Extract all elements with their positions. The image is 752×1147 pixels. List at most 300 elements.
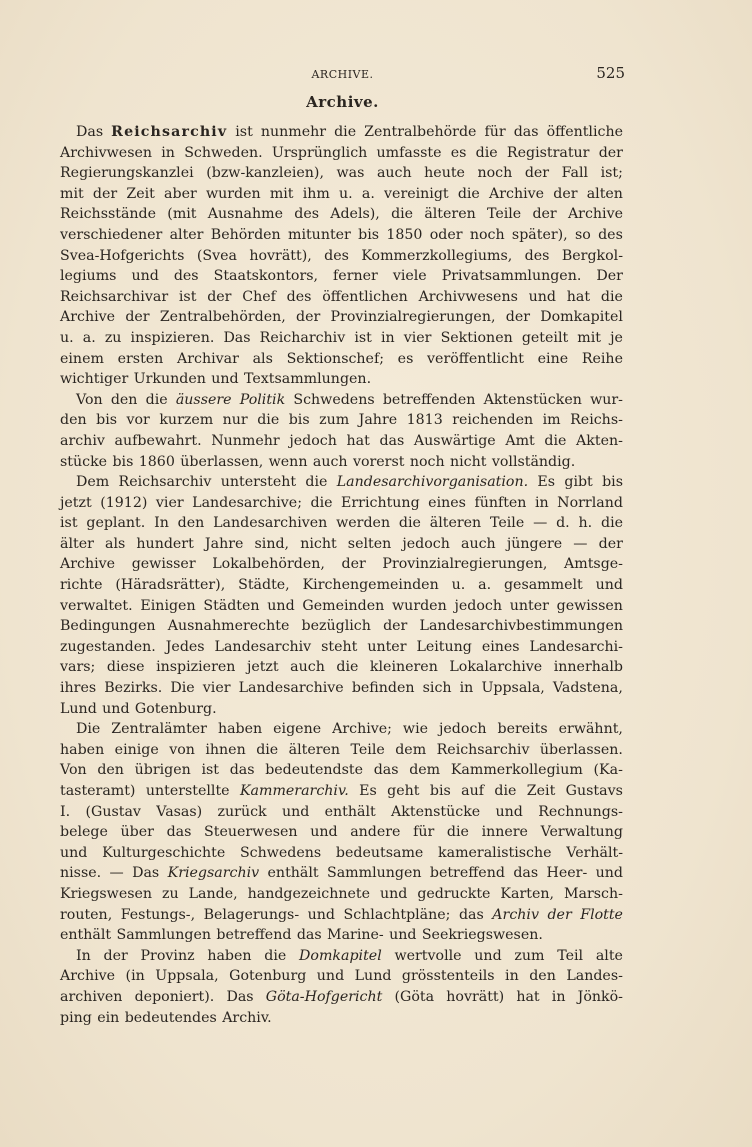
word: wichtiger [60,371,129,388]
word: wie [402,721,428,738]
word: der [598,535,623,552]
word: Uppsala, [481,680,545,697]
word: Reichsstände [60,206,157,223]
text-line [60,575,623,596]
word: d. [556,515,570,532]
word: auf [461,783,485,799]
word: Jahre [358,412,398,429]
word: Landesarchiven [213,515,328,532]
word: das [296,927,322,944]
word: umfasste [376,144,442,161]
word: jedoch [438,721,487,738]
word: a. [361,185,375,202]
word: den [177,515,205,532]
word: Bergkol- [561,247,623,264]
word: jedoch [402,535,450,552]
word: ping [60,1009,92,1026]
word: bis [288,412,310,429]
word: Marsch- [563,885,623,902]
word: andere [350,824,401,841]
word: älteren [288,741,341,758]
word: Kriegsarchiv [167,865,260,882]
word: innerhalb [553,659,623,676]
text-line [60,266,623,287]
text-line [60,493,623,514]
word: zu [104,329,122,346]
word: Archive [60,309,116,326]
word: eines [481,638,520,655]
word: des [294,206,319,223]
word: das [166,824,192,841]
word: auch [376,165,412,182]
word: als [252,350,273,367]
word: Marine- [327,927,384,944]
word: und [316,968,345,985]
word: und [595,865,623,882]
word: die [600,515,623,532]
text-line [60,184,623,205]
text-line [60,905,623,926]
text-line [60,802,623,823]
word: ist [178,288,197,305]
word: unter [509,597,549,614]
word: jüngere [506,535,563,552]
word: Flotte [580,906,623,923]
word: der [532,206,557,223]
word: der [383,618,408,635]
word: Kommerzkollegiums, [361,247,513,264]
word: Privatsammlungen. [441,268,582,285]
word: hovrätt) [446,988,505,1005]
word: vier [155,494,184,511]
text-line [60,719,623,740]
word: Jahre [204,535,244,552]
word: älter [60,535,94,552]
word: den [97,762,124,779]
word: die [305,474,328,491]
word: Domkapitel [540,309,623,326]
word: und [211,371,239,388]
word: die [336,659,359,676]
word: Kirchengemeinden [302,577,439,594]
word: jedoch [454,597,502,614]
word: des [324,247,349,264]
text-line [60,596,623,617]
word: verwaltet. [60,597,133,614]
word: die [334,124,357,140]
word: eine [537,350,569,367]
text-line [60,534,623,555]
word: und [131,268,159,285]
word: Reihe [581,350,623,367]
word: Gustavs [565,783,623,799]
word: Bezirks. [104,680,163,697]
word: archiv [60,432,105,449]
text-line [60,987,623,1008]
word: Teil [557,947,584,964]
word: das [513,124,539,140]
word: alten [586,185,623,202]
word: den [110,391,138,408]
word: u. [60,329,74,346]
word: Sammlungen [326,865,422,882]
word: jetzt [246,659,279,676]
word: — [533,515,548,532]
word: gedruckte [417,885,491,902]
word: Zeit [526,783,556,799]
page-number: 525 [596,64,625,82]
word: bis [602,474,623,491]
word: Archive [567,206,623,223]
word: aber [164,185,197,202]
word: äussere [175,391,232,408]
word: diese [106,659,145,676]
word: als [105,535,126,552]
word: zugestanden. [60,638,156,655]
word: Zentralbehörde [364,124,477,140]
word: Vasas) [156,803,203,820]
word: innere [481,824,528,841]
word: ist [201,762,219,779]
text-line [60,472,623,493]
word: der [92,185,118,202]
word: Nunmehr [211,432,280,449]
word: Von [60,762,87,779]
word: Schwedens [293,391,375,408]
word: dem [409,762,441,779]
word: der [505,309,530,326]
word: vier [403,329,432,346]
word: ein [97,1009,120,1026]
word: Zentralämter [111,721,207,738]
word: heute [424,165,465,182]
text-line [60,740,623,761]
word: die [256,741,279,758]
word: bedeutendste [265,762,363,779]
word: Chef [242,288,276,305]
word: Schwedens [239,844,322,861]
word: — [573,535,588,552]
word: Textsammlungen. [244,371,372,388]
body-text [60,122,623,1028]
word: die [457,185,480,202]
word: Gemeinden [302,597,385,614]
word: ist [354,329,372,346]
text-line [60,657,623,678]
text-line [60,822,623,843]
word: der [296,309,321,326]
word: den [529,968,556,985]
word: routen, [60,906,113,923]
word: Landesarchive; [192,494,302,511]
word: Staatskontors, [213,268,319,285]
word: und [389,927,417,944]
word: ihm [302,185,330,202]
word: belege [60,824,108,841]
word: Landesarchivorganisation. [336,474,529,491]
word: Städten [203,597,260,614]
text-line [60,287,623,308]
text-line [60,699,623,720]
word: Sammlungen [116,927,211,944]
word: Reichsarchivar [60,288,169,305]
word: Die [170,680,195,697]
word: 1850 [386,226,423,243]
text-line [60,369,623,390]
text-line [60,204,623,225]
word: der [553,185,578,202]
word: das [513,865,539,882]
word: Teile [486,206,522,223]
word: haben [207,947,252,964]
text-line [60,843,623,864]
section-title: Archive. [306,93,379,111]
word: Teile [490,515,525,532]
word: Jedes [165,638,205,655]
word: und [495,803,523,820]
word: inspizieren. [130,329,215,346]
text-line [60,452,623,473]
word: steht [321,638,358,655]
word: Uppsala, [155,968,219,985]
word: ferner [333,268,378,285]
word: Landesarchivbestimmungen [419,618,623,635]
word: und [595,577,623,594]
word: vor [126,412,150,429]
word: betreffend [216,927,292,944]
word: Urkunden [133,371,206,388]
word: für [484,124,506,140]
word: alte [595,947,623,964]
word: I. [60,803,71,820]
word: Vadstena, [552,680,623,697]
word: in [380,329,395,346]
word: geteilt [521,329,569,346]
word: Kriegswesen [60,885,153,902]
word: Ausnahme [207,206,283,223]
word: haben [60,741,105,758]
word: kameralistische [438,844,552,861]
word: Dem [76,474,110,491]
word: reichenden [452,412,534,429]
text-line [60,410,623,431]
word: Adels), [330,206,380,223]
text-line [60,122,623,143]
word: enthält [60,927,112,944]
word: Behörden [210,226,281,243]
word: vollständig. [491,453,576,470]
word: mitunter [287,226,351,243]
word: 1860 [138,453,175,470]
word: der [207,288,232,305]
word: Fall [561,165,589,182]
word: des [286,288,312,305]
word: (Göta [394,988,435,1005]
word: Lande, [188,885,238,902]
text-line [60,163,623,184]
word: ersten [117,350,164,367]
word: geht [387,783,420,799]
word: betreffend [429,865,505,882]
word: (Svea [196,247,237,264]
word: deponiert). [134,988,215,1005]
word: eigene [273,721,322,738]
word: den [60,412,87,429]
word: Archive [489,185,545,202]
word: aufbewahrt. [114,432,202,449]
word: die [494,783,517,799]
word: es [450,144,467,161]
text-line [60,431,623,452]
word: Einigen [140,597,196,614]
word: Lund [354,968,392,985]
word: sind, [254,535,290,552]
word: Bedingungen [60,618,156,635]
word: Archiv. [222,1009,272,1026]
word: veröffentlicht [427,350,524,367]
word: wur- [590,391,623,408]
word: enthält [267,865,319,882]
word: Sektionen [440,329,513,346]
word: Zentralbehörden, [159,309,286,326]
text-line [60,307,623,328]
word: zu [162,885,179,902]
word: so [574,226,591,243]
word: Verhält- [566,844,623,861]
word: (Gustav [85,803,141,820]
word: gibt [564,474,593,491]
text-line [60,616,623,637]
word: nisse. [60,865,102,882]
word: Das [226,988,254,1005]
word: stücke [60,453,108,470]
word: zum [319,412,350,429]
word: unterstellte [145,783,230,799]
text-line [60,884,623,905]
word: die [257,412,280,429]
word: Landesarchiv [214,638,312,655]
word: archiven [60,988,123,1005]
word: Auswärtige [413,432,496,449]
word: in [459,680,474,697]
word: bedeutendes [124,1009,217,1026]
word: u. [451,577,466,594]
word: unter [367,638,407,655]
word: bezüglich [301,618,371,635]
word: Archivar [177,350,239,367]
word: u. [339,185,353,202]
word: mit [269,185,294,202]
word: Regierungskanzlei [60,165,194,182]
word: Belagerungs- [203,906,300,923]
word: Archiv [492,906,539,923]
word: die [446,824,469,841]
word: ist [235,124,253,140]
word: von [169,741,195,758]
word: vars; [60,659,96,676]
word: Svea-Hofgerichts [60,247,185,264]
word: Rechnungs- [538,803,623,820]
word: Archive; [332,721,392,738]
word: das [229,762,255,779]
word: legiums [60,268,117,285]
word: das [458,906,484,923]
word: bereits [497,721,548,738]
word: Reichsarchiv [118,474,212,491]
text-line [60,946,623,967]
word: der [598,144,623,161]
word: vereinigt [384,185,449,202]
word: Gotenburg. [134,700,217,717]
word: Schweden. [184,144,263,161]
word: überlassen. [539,741,623,758]
word: Archive [60,968,116,985]
word: (mit [167,206,197,223]
word: je [610,329,623,346]
word: in [551,988,566,1005]
word: verschiedener [60,226,163,243]
word: im [542,412,561,429]
word: Steuerwesen [204,824,298,841]
word: vier [202,680,231,697]
word: Lokalarchive [449,659,543,676]
word: Provinz [140,947,195,964]
word: Göta-Hofgericht [265,988,383,1005]
word: eines [428,494,466,511]
word: hat [516,988,540,1005]
word: oder [429,226,463,243]
text-line [60,328,623,349]
word: 1813 [406,412,443,429]
word: bis [96,412,118,429]
word: in [161,144,175,161]
word: betreffenden [382,391,476,408]
word: ist [60,515,78,532]
text-line [60,637,623,658]
word: richte [60,577,103,594]
word: bis [112,453,134,470]
word: Reichs- [570,412,623,429]
word: in [534,494,549,511]
word: hat [566,288,591,305]
word: jetzt [60,494,92,511]
text-line [60,966,623,987]
word: Aktenstücken [483,391,582,408]
word: — [109,865,124,882]
word: alter [169,226,204,243]
text-line [60,925,623,946]
word: kleineren [369,659,438,676]
word: hat [346,432,370,449]
word: Akten- [576,432,623,449]
word: die [398,515,421,532]
word: jedoch [289,432,337,449]
word: nicht [300,535,337,552]
word: enthält [324,803,376,820]
word: In [76,947,91,964]
word: Ausnahmerechte [167,618,290,635]
word: (bzw-kanzleien), [206,165,324,182]
word: das [373,762,399,779]
word: und [102,700,130,717]
word: noch [409,453,445,470]
word: zum [514,947,545,964]
word: Reichsarchiv [436,741,530,758]
word: nunmehr [260,124,327,140]
word: gesammelt [503,577,583,594]
word: (Häradsrätter), [115,577,226,594]
word: und [474,947,502,964]
